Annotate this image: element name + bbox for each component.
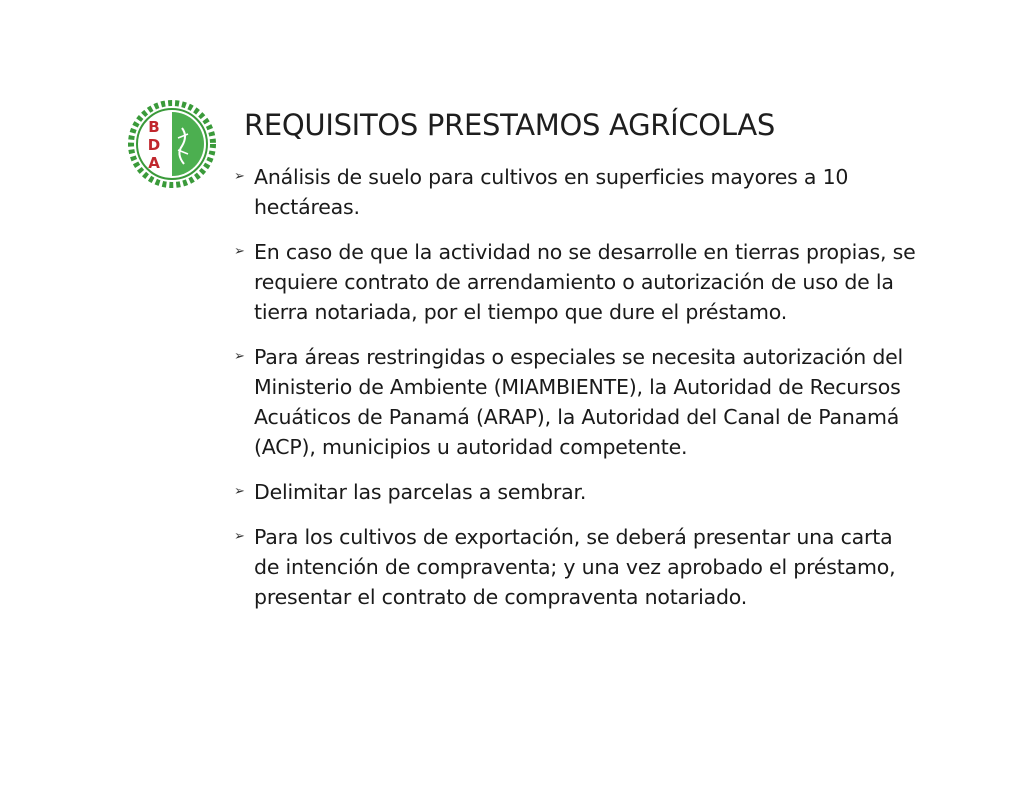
- requirement-text: Para los cultivos de exportación, se deberá presentar una carta de intención de compraventa; y una vez aprobado el préstamo, presentar el contrato de compraventa notariado.: [254, 525, 896, 609]
- page-title: REQUISITOS PRESTAMOS AGRÍCOLAS: [244, 108, 775, 142]
- requirement-text: Análisis de suelo para cultivos en superficies mayores a 10 hectáreas.: [254, 165, 849, 219]
- bullet-arrow-icon: ➢: [234, 169, 245, 184]
- requirement-soil-analysis: [232, 162, 922, 222]
- requirement-land-lease: [232, 237, 922, 327]
- requirement-text: Para áreas restringidas o especiales se necesita autorización del Ministerio de Ambiente (MIAMBIENTE), la Autoridad de Recursos Acuáticos de Panamá (ARAP), la Autoridad del Canal de Panamá (ACP), municipios u autoridad competente.: [254, 345, 904, 459]
- requirement-text: Delimitar las parcelas a sembrar.: [254, 480, 587, 504]
- requirement-text: En caso de que la actividad no se desarrolle en tierras propias, se requiere contrato de arrendamiento o autorización de uso de la tierra notariada, por el tiempo que dure el préstamo.: [254, 240, 916, 324]
- requirements-list: [232, 162, 922, 627]
- bullet-arrow-icon: ➢: [234, 484, 245, 499]
- logo-letter-b: B: [148, 118, 160, 136]
- bullet-arrow-icon: ➢: [234, 349, 245, 364]
- logo-letter-d: D: [147, 136, 161, 154]
- bda-logo: [124, 98, 220, 190]
- requirement-export-contract: [232, 522, 922, 612]
- requirement-restricted-areas: [232, 342, 922, 462]
- logo-letter-a: A: [148, 154, 160, 172]
- bullet-arrow-icon: ➢: [234, 244, 245, 259]
- requirement-parcels: [232, 477, 922, 507]
- bullet-arrow-icon: ➢: [234, 529, 245, 544]
